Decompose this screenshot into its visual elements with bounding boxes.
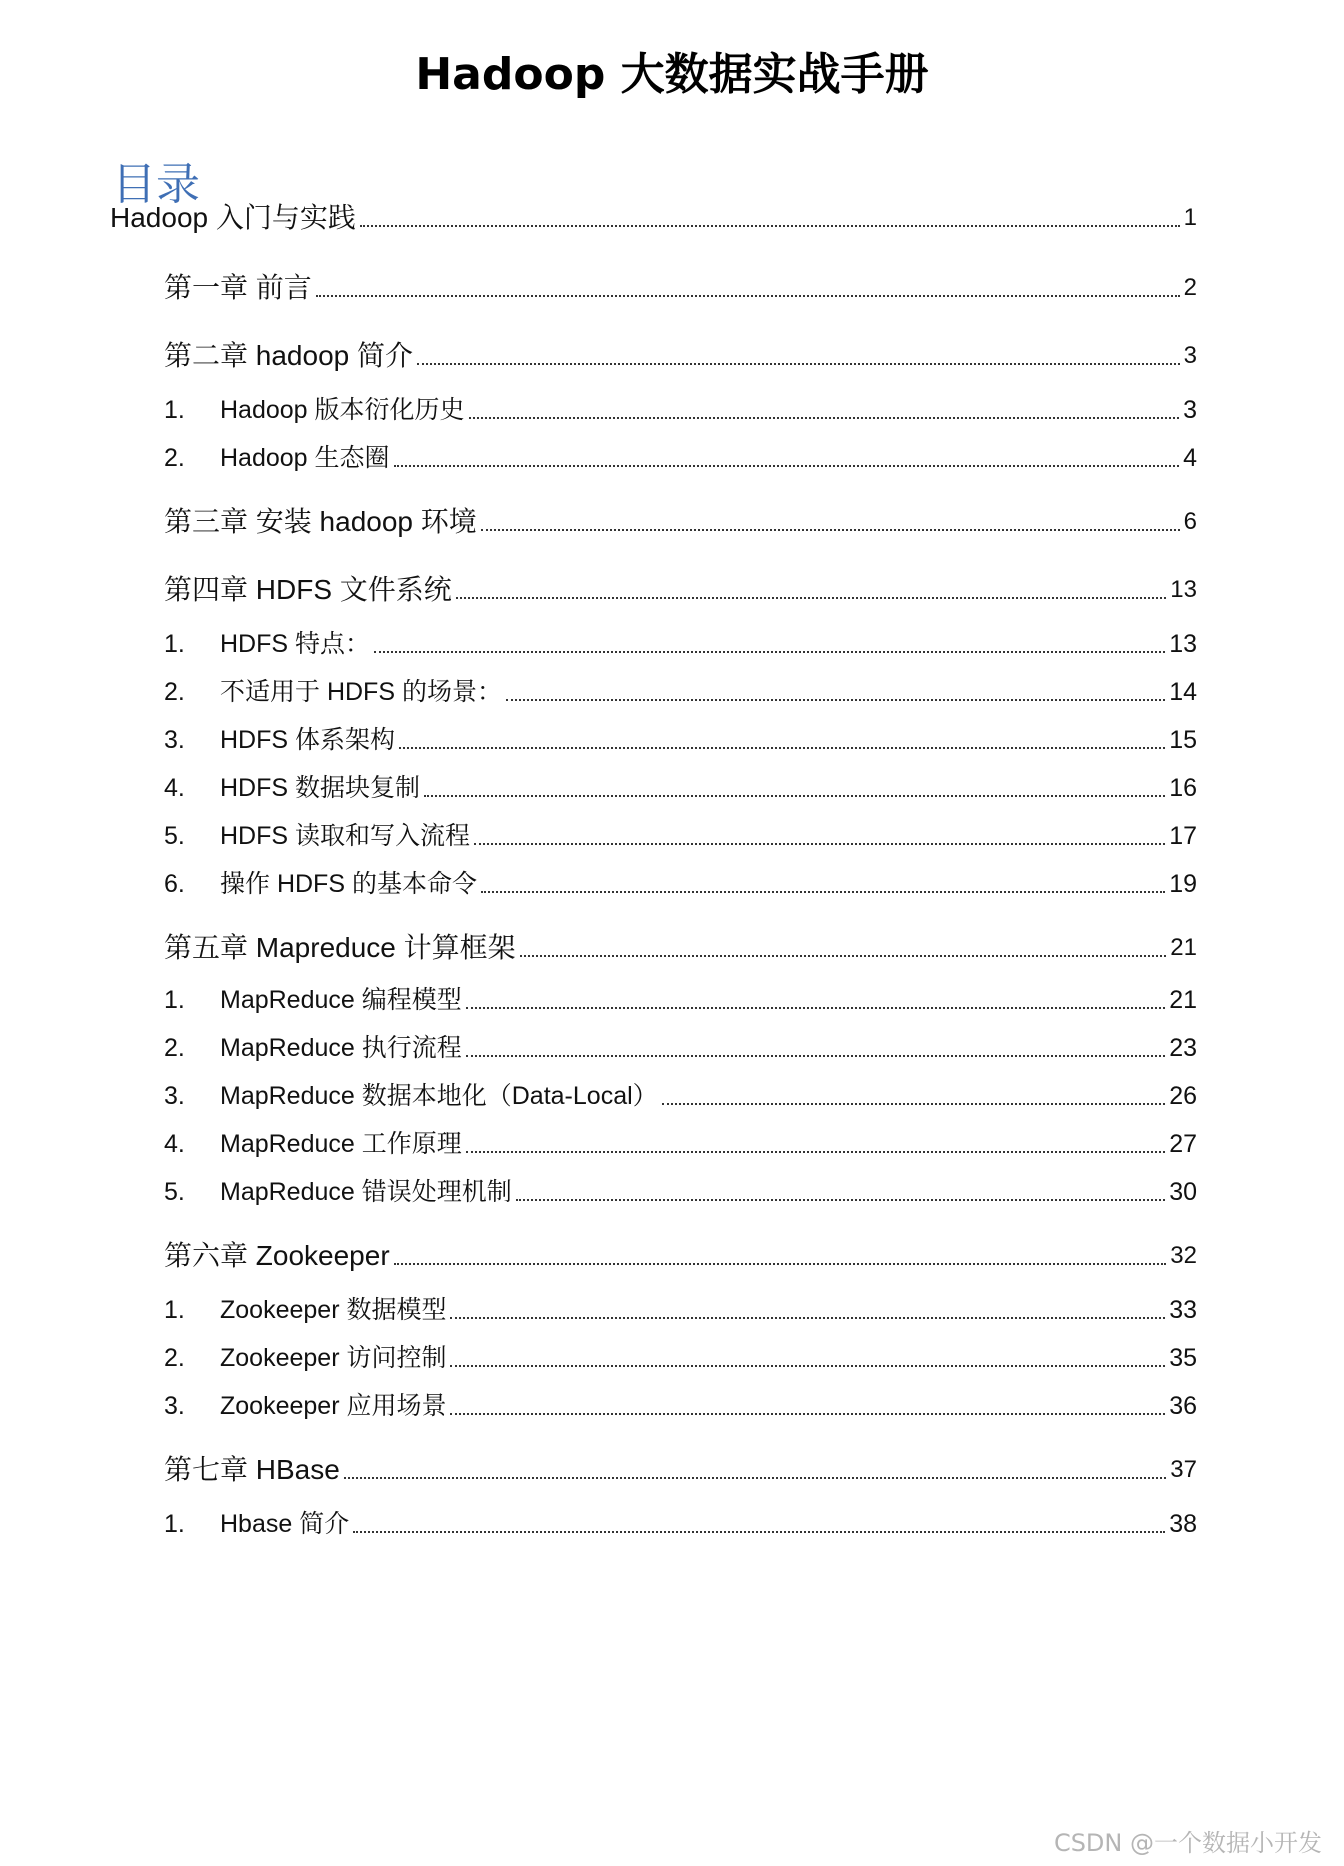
toc-entry-page: 19 [1169,870,1197,898]
toc-entry-label: Hadoop 入门与实践 [110,202,356,233]
toc-entry-title [164,1340,446,1376]
toc-entry-number: 2. [164,444,185,472]
toc-entry-title [164,270,312,306]
toc-entry-label: Zookeeper 访问控制 [220,1344,447,1372]
toc-entry[interactable] [164,1174,1197,1210]
toc-entry-page: 33 [1169,1296,1197,1324]
toc-entry[interactable] [164,572,1197,608]
toc-entry-label: HDFS 数据块复制 [220,774,421,802]
toc-entry[interactable] [164,722,1197,758]
toc-entry-label: 第四章 HDFS 文件系统 [164,574,452,605]
dot-leader [344,1477,1166,1479]
toc-entry[interactable] [164,1078,1197,1114]
toc-entry[interactable] [164,770,1197,806]
dot-leader [481,891,1165,893]
toc-entry[interactable] [164,1452,1197,1488]
dot-leader [316,295,1180,297]
toc-entry-title [164,818,470,854]
dot-leader [450,1413,1165,1415]
toc-entry-label: Hbase 简介 [220,1510,350,1538]
toc-entry-label: MapReduce 编程模型 [220,986,462,1014]
dot-leader [520,955,1167,957]
toc-heading: 目录 [112,159,200,210]
toc-entry-label: Zookeeper 数据模型 [220,1296,447,1324]
toc-entry-page: 13 [1169,630,1197,658]
toc-entry-label: HDFS 读取和写入流程 [220,822,471,850]
toc-entry-page: 32 [1170,1242,1197,1269]
toc-entry-label: 第三章 安装 hadoop 环境 [164,506,477,537]
toc-entry-label: MapReduce 数据本地化（Data-Local） [220,1082,658,1110]
toc-entry-page: 13 [1170,576,1197,603]
toc-entry-page: 36 [1169,1392,1197,1420]
toc-entry[interactable] [164,1238,1197,1274]
toc-entry-page: 35 [1169,1344,1197,1372]
toc-entry[interactable] [164,626,1197,662]
toc-entry-page: 17 [1169,822,1197,850]
dot-leader [456,597,1167,599]
toc-entry-label: Zookeeper 应用场景 [220,1392,447,1420]
toc-entry-title [164,1506,349,1542]
toc-entry-page: 6 [1183,508,1197,535]
toc-entry-number: 4. [164,774,185,802]
dot-leader [662,1103,1166,1105]
dot-leader [469,417,1180,419]
toc-entry-title [164,338,413,374]
toc-entry-label: MapReduce 执行流程 [220,1034,462,1062]
toc-entry[interactable] [164,674,1197,710]
toc-entry-number: 1. [164,630,185,658]
toc-entry-title [164,930,516,966]
toc-entry-page: 26 [1169,1082,1197,1110]
toc-entry-title [164,1174,512,1210]
toc-entry-page: 38 [1169,1510,1197,1538]
toc-entry[interactable] [164,982,1197,1018]
toc-entry[interactable] [164,1292,1197,1328]
toc-entry-page: 15 [1169,726,1197,754]
toc-entry[interactable] [164,338,1197,374]
dot-leader [353,1531,1165,1533]
toc-entry-page: 16 [1169,774,1197,802]
dot-leader [417,363,1180,365]
dot-leader [399,747,1165,749]
toc-entry[interactable] [164,1506,1197,1542]
toc-entry-title [164,1126,462,1162]
dot-leader [506,699,1165,701]
dot-leader [466,1055,1165,1057]
toc-entry-label: HDFS 特点： [220,630,371,658]
toc-entry-page: 14 [1169,678,1197,706]
dot-leader [374,651,1165,653]
toc-entry-title [164,392,465,428]
document-title: Hadoop 大数据实战手册 [415,49,929,100]
dot-leader [516,1199,1165,1201]
dot-leader [424,795,1165,797]
toc-entry-title [164,1030,462,1066]
toc-entry[interactable] [164,1388,1197,1424]
toc-entry-title [110,200,356,236]
toc-entry-page: 23 [1169,1034,1197,1062]
dot-leader [394,465,1180,467]
toc-entry-page: 27 [1169,1130,1197,1158]
toc-entry-label: HDFS 体系架构 [220,726,396,754]
toc-entry-page: 37 [1170,1456,1197,1483]
toc-entry-title [164,1452,340,1488]
toc-entry[interactable] [164,818,1197,854]
toc-entry-number: 3. [164,1392,185,1420]
dot-leader [360,225,1180,227]
toc-entry-label: 第六章 Zookeeper [164,1240,390,1271]
dot-leader [481,529,1180,531]
toc-entry-number: 1. [164,396,185,424]
toc-entry-page: 3 [1183,342,1197,369]
toc-entry-number: 1. [164,1296,185,1324]
toc-entry-number: 2. [164,678,185,706]
toc-entry-number: 3. [164,726,185,754]
toc-entry[interactable] [164,866,1197,902]
toc-entry-number: 2. [164,1034,185,1062]
toc-entry-label: Hadoop 生态圈 [220,444,390,472]
toc-entry[interactable] [164,1126,1197,1162]
toc-entry-number: 5. [164,1178,185,1206]
dot-leader [394,1263,1167,1265]
toc-entry[interactable] [164,440,1197,476]
toc-entry-title [164,1238,390,1274]
toc-entry-number: 3. [164,1082,185,1110]
toc-entry[interactable] [110,200,1197,236]
dot-leader [450,1365,1165,1367]
dot-leader [474,843,1165,845]
toc-entry-page: 21 [1169,986,1197,1014]
toc-entry-number: 2. [164,1344,185,1372]
toc-entry-title [164,866,477,902]
toc-entry-number: 6. [164,870,185,898]
toc-entry-number: 1. [164,1510,185,1538]
toc-entry[interactable] [164,1030,1197,1066]
toc-entry-page: 1 [1183,204,1197,231]
toc-entry-page: 2 [1183,274,1197,301]
toc-entry-label: 操作 HDFS 的基本命令 [220,870,477,898]
toc-entry-label: 第一章 前言 [164,272,312,303]
toc-entry[interactable] [164,1340,1197,1376]
toc-entry-label: 不适用于 HDFS 的场景： [220,678,502,706]
toc-entry-title [164,504,477,540]
toc-entry-page: 3 [1183,396,1197,424]
toc-entry[interactable] [164,930,1197,966]
toc-entry[interactable] [164,270,1197,306]
toc-entry-label: 第五章 Mapreduce 计算框架 [164,932,516,963]
toc-entry-number: 1. [164,986,185,1014]
toc-entry-title [164,982,462,1018]
toc-entry-label: 第七章 HBase [164,1454,340,1485]
toc-entry-page: 21 [1170,934,1197,961]
toc-entry[interactable] [164,504,1197,540]
toc-entry-title [164,1388,446,1424]
toc-entry-label: MapReduce 错误处理机制 [220,1178,512,1206]
toc-entry[interactable] [164,392,1197,428]
watermark: CSDN @一个数据小开发 [1053,1829,1322,1857]
toc-entry-title [164,770,420,806]
toc-entry-title [164,440,390,476]
dot-leader [450,1317,1165,1319]
toc-entry-title [164,722,395,758]
toc-entry-title [164,674,502,710]
toc-entry-label: MapReduce 工作原理 [220,1130,462,1158]
toc-entry-title [164,572,452,608]
dot-leader [466,1007,1165,1009]
toc-entry-page: 4 [1183,444,1197,472]
toc-entry-title [164,1292,446,1328]
toc-entry-label: Hadoop 版本衍化历史 [220,396,465,424]
toc-entry-page: 30 [1169,1178,1197,1206]
toc-entry-number: 5. [164,822,185,850]
toc-entry-title [164,626,370,662]
dot-leader [466,1151,1165,1153]
toc-entry-number: 4. [164,1130,185,1158]
toc-entry-label: 第二章 hadoop 简介 [164,340,413,371]
toc-entry-title [164,1078,658,1114]
